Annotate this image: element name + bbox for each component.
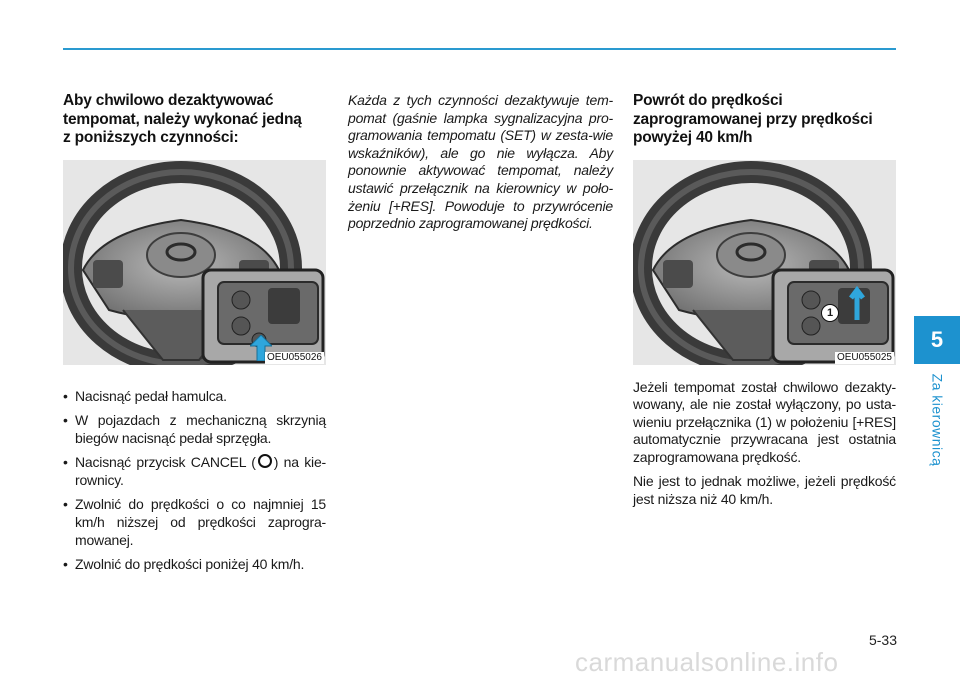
steering-wheel-illustration <box>63 160 326 365</box>
resume-paragraph: Jeżeli tempomat został chwilowo dezakty-wowany, ale nie został wyłączony, po usta-wieniu przełącznika (1) w położeniu [+RES] automatycznie przywracana jest ostatnia zaprogramowana prędkość. <box>633 378 896 465</box>
figure-code: OEU055025 <box>836 351 892 363</box>
figure-code: OEU055026 <box>266 351 322 363</box>
cancel-button-icon <box>258 454 272 468</box>
column-right <box>633 92 896 515</box>
list-item: • Nacisnąć pedał hamulca. <box>63 387 326 405</box>
callout-1: 1 <box>821 304 839 322</box>
chapter-label: Za kierownicą <box>929 373 945 467</box>
chapter-tab: 5 <box>914 316 960 364</box>
page-number: 5-33 <box>868 632 897 648</box>
watermark: carmanualsonline.info <box>575 647 839 677</box>
steering-wheel-illustration <box>633 160 896 365</box>
list-item: • W pojazdach z mechaniczną skrzynią biegów nacisnąć pedał sprzęgła. <box>63 411 326 447</box>
resume-text <box>633 379 896 509</box>
steering-wheel-figure-resume <box>633 160 896 365</box>
steering-wheel-figure-cancel <box>63 160 326 365</box>
deactivation-note: Każda z tych czynności dezaktywuje tem-pomat (gaśnie lampka sygnalizacyjna pro-gramowania tempomatu (SET) w zesta-wie wskaźników), ale go nie wyłącza. Aby ponownie aktywować tempomat, należy ustawić przełącznik na kierownicy w poło-żeniu [+RES]. Powoduje to przywrócenie poprzednio zaprogramowanej prędkości. <box>348 92 613 232</box>
column-left <box>63 92 326 579</box>
resume-limit-paragraph: Nie jest to jednak możliwe, jeżeli prędkość jest niższa niż 40 km/h. <box>633 473 896 507</box>
list-item: • Zwolnić do prędkości poniżej 40 km/h. <box>63 555 326 573</box>
deactivate-steps-list <box>63 387 326 573</box>
list-item: • Nacisnąć przycisk CANCEL ( ) na kie-rownicy. <box>63 453 326 489</box>
section-heading-resume: Powrót do prędkości zaprogramowanej przy prędkości powyżej 40 km/h <box>633 92 873 146</box>
column-middle <box>348 92 613 233</box>
top-rule <box>63 48 896 50</box>
list-item: • Zwolnić do prędkości o co najmniej 15 km/h niższej od prędkości zaprogra-mowanej. <box>63 495 326 549</box>
section-heading-deactivate: Aby chwilowo dezaktywować tempomat, należy wykonać jedną z poniższych czynności: <box>63 92 302 146</box>
